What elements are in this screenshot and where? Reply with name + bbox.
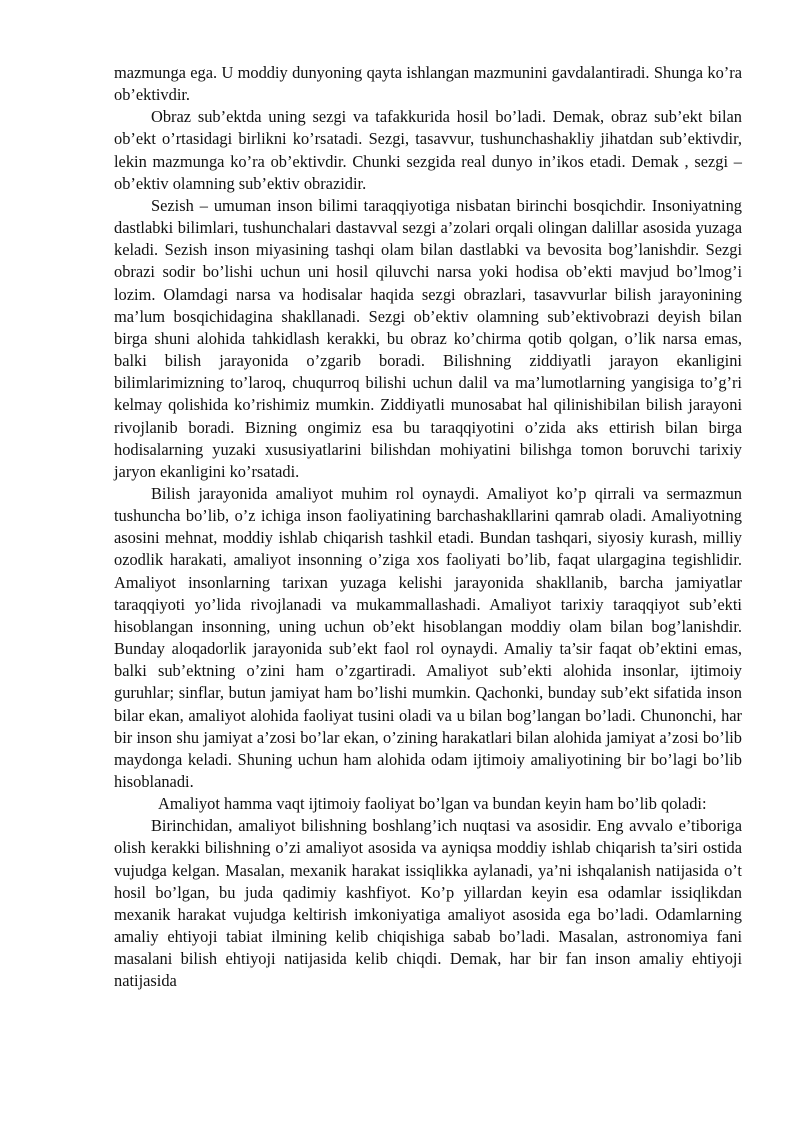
paragraph-sezish: Sezish – umuman inson bilimi taraqqiyotiga nisbatan birinchi bosqichdir. Insoniyatning dastlabki bilimlari, tushunchalari dastavval sezgi a’zolari orqali olingan dalillar asosida yuzaga keladi. Sezish inson miyasining tashqi olam bilan dastlabki va bevosita bog’lanishdir. Sezgi obrazi sodir bo’lishi uchun uni hosil qiluvchi narsa yoki hodisa ob’ekti mavjud bo’lmog’i lozim. Olamdagi narsa va hodisalar haqida sezgi obrazlari, tasavvurlar bilish jarayonining ma’lum bosqichidagina shakllanadi. Sezgi ob’ektiv olamning sub’ektivobrazi deyish bilan birga shuni alohida tahkidlash kerakki, bu obraz ko’chirma qotib qolgan, o’lik narsa emas, balki bilish jarayonida o’zgarib boradi. Bilishning ziddiyatli jarayon ekanligini bilimlarimizning to’laroq, chuqurroq bilishi uchun dalil va ma’lumotlarning yangisiga to’g’ri kelmay qolishida ko’rishimiz mumkin. Ziddiyatli munosabat hal qilinishibilan bilish jarayoni rivojlanib boradi. Bizning ongimiz esa bu taraqqiyotini o’zida aks ettirish bilan birga hodisalarning yuzaki xususiyatlarini bilishdan mohiyatini bilishga tomon boruvchi tarixiy jaryon ekanligini ko’rsatadi.: [114, 195, 742, 481]
paragraph-continuation: mazmunga ega. U moddiy dunyoning qayta ishlangan mazmunini gavdalantiradi. Shunga ko’ra ob’ektivdir.: [114, 63, 742, 105]
paragraph-birinchidan: Birinchidan, amaliyot bilishning boshlang’ich nuqtasi va asosidir. Eng avvalo e’tiboriga olish kerakki bilishning o’zi amaliyot asosida va ayniqsa moddiy ishlab chiqarish ta’siri ostida vujudga kelgan. Masalan, mexanik harakat issiqlikka aylanadi, ya’ni ishqalanish natijasida o’t hosil bo’lgan, bu juda qadimiy kashfiyot. Ko’p yillardan keyin esa odamlar issiqlikdan mexanik harakat vujudga keltirish imkoniyatiga amaliyot asosida ega bo’ladi. Odamlarning amaliy ehtiyoji tabiat ilmining kelib chiqishiga sabab bo’ladi. Masalan, astronomiya fani masalani bilish ehtiyoji natijasida kelib chiqdi. Demak, har bir fan inson amaliy ehtiyoji natijasida: [114, 816, 742, 991]
document-page: [114, 62, 742, 993]
paragraph-obraz: Obraz sub’ektda uning sezgi va tafakkurida hosil bo’ladi. Demak, obraz sub’ekt bilan ob’ekt o’rtasidagi birlikni ko’rsatadi. Sezgi, tasavvur, tushunchashakliy jihatdan sub’ektivdir, lekin mazmunga ko’ra ob’ektivdir. Chunki sezgida real dunyo in’ikos etadi. Demak , sezgi – ob’ektiv olamning sub’ektiv obrazidir.: [114, 107, 742, 193]
paragraph-amaliyot-social: Amaliyot hamma vaqt ijtimoiy faoliyat bo’lgan va bundan keyin ham bo’lib qoladi:: [158, 794, 707, 814]
paragraph-amaliyot-role: Bilish jarayonida amaliyot muhim rol oynaydi. Amaliyot ko’p qirrali va sermazmun tushuncha bo’lib, o’z ichiga inson faoliyatining barchashakllarini qamrab oladi. Amaliyotning asosini mehnat, moddiy ishlab chiqarish tashkil etadi. Bundan tashqari, siyosiy kurash, milliy ozodlik harakati, amaliyot insonning o’ziga xos faoliyati bo’lib, faqat ulargagina tegishlidir. Amaliyot insonlarning tarixan yuzaga kelishi jarayonida shakllanib, barcha jamiyatlar taraqqiyoti yo’lida rivojlanadi va mukammallashadi. Amaliyot tarixiy taraqqiyot sub’ekti hisoblangan insonning, uning uchun ob’ekt hisoblangan moddiy olam bilan bog’lanishdir. Bunday aloqadorlik jarayonida sub’ekt faol rol oynaydi. Amaliy ta’sir faqat ob’ektini emas, balki sub’ektning o’zini ham o’zgartiradi. Amaliyot sub’ekti alohida insonlar, ijtimoiy guruhlar; sinflar, butun jamiyat ham bo’lishi mumkin. Qachonki, bunday sub’ekt sifatida inson bilar ekan, amaliyot alohida faoliyat tusini oladi va u bilan bog’langan bo’ladi. Chunonchi, har bir inson shu jamiyat a’zosi bo’lar ekan, o’zining harakatlari bilan alohida jamiyat a’zosi bo’lib maydonga keladi. Shuning uchun ham alohida odam ijtimoiy amaliyotining bir bo’lagi bo’lib hisoblanadi.: [114, 483, 742, 791]
